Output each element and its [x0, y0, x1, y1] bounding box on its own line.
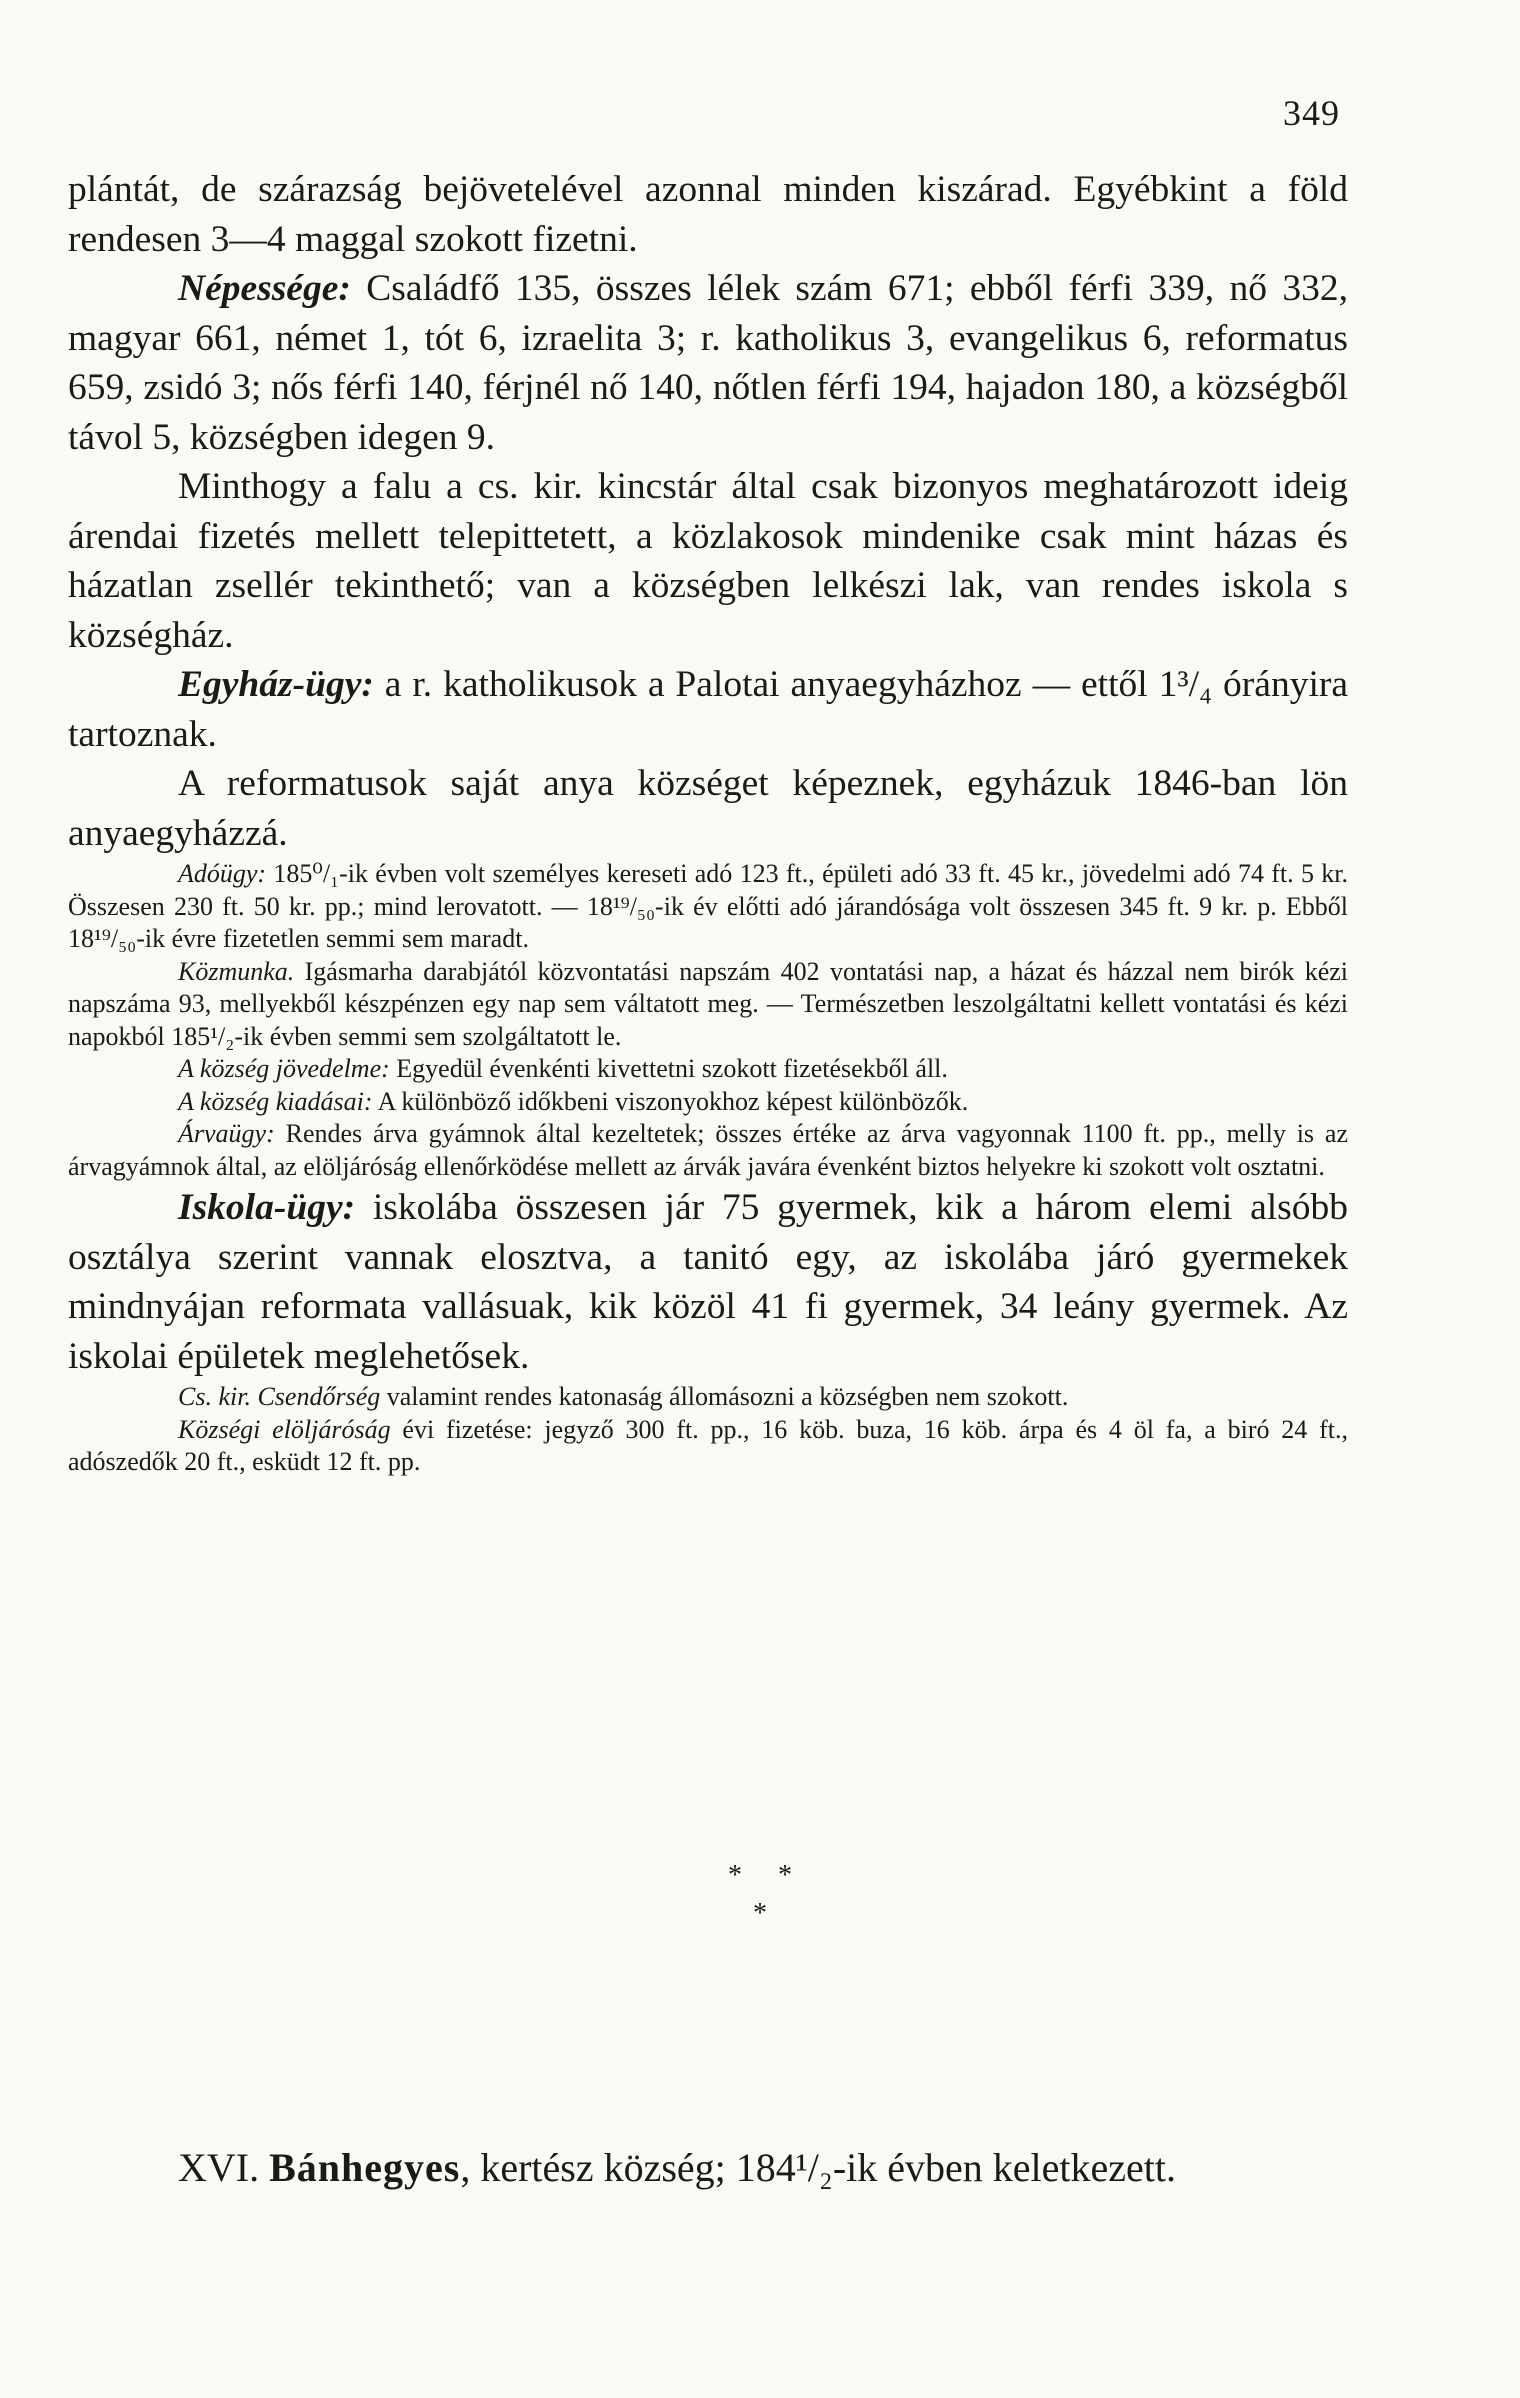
paragraph-adougy [68, 858, 1348, 956]
kozmunka-label: Közmunka. [178, 956, 295, 986]
paragraph-iskola [68, 1183, 1348, 1381]
paragraph-kiadasai [68, 1086, 1348, 1119]
star-glyph: * [728, 1860, 742, 1891]
jovedelem-text: Egyedül évenkénti kivettetni szokott fizetésekből áll. [389, 1054, 948, 1083]
section-heading [68, 2140, 1348, 2196]
paragraph-intro: plántát, de szárazság bejövetelével azonnal minden kiszárad. Egyébkint a föld rendesen 3—4 maggal szokott fizetni. [68, 169, 1348, 260]
paragraph-jovedelem [68, 1053, 1348, 1086]
csendorseg-text: valamint rendes katonaság állomásozni a községben nem szokott. [380, 1382, 1069, 1411]
nepesseg-label: Népessége: [178, 268, 351, 309]
egyhaz-text: a r. katholikusok a Palotai anyaegyházhoz — ettől 1³/₄ órányira tartoznak. [68, 664, 1348, 755]
eloljarosag-text: évi fizetése: jegyző 300 ft. pp., 16 köb. buza, 16 köb. árpa és 4 öl fa, a biró 24 ft., adószedők 20 ft., esküdt 12 ft. pp. [68, 1414, 1348, 1476]
iskola-text: iskolába összesen jár 75 gyermek, kik a három elemi alsóbb osztálya szerint vannak elosztva, a tanitó egy, az iskolába járó gyermekek mindnyájan reformata vallásuak, kik közöl 41 fi gyermek, 34 leány gyermek. Az iskolai épületek meglehetősek. [68, 1187, 1348, 1377]
paragraph-reformatusok: A reformatusok saját anya községet képeznek, egyházuk 1846-ban lön anyaegyházzá. [68, 763, 1348, 854]
csendorseg-label: Cs. kir. Csendőrség [178, 1382, 381, 1411]
paragraph-arvaugy [68, 1118, 1348, 1183]
paragraph-minthogy: Minthogy a falu a cs. kir. kincstár által csak bizonyos meghatározott ideig árendai fizetés mellett telepittetett, a közlakosok mindenike csak mint házas és házatlan zsellér tekinthető; van a községben lelkészi lak, van rendes iskola s községház. [68, 466, 1348, 656]
section-place-name: Bánhegyes [269, 2145, 461, 2190]
adougy-label: Adóügy: [178, 859, 267, 888]
adougy-text: 185⁰/₁-ik évben volt személyes kereseti adó 123 ft., épületi adó 33 ft. 45 kr., jövedelmi adó 74 ft. 5 kr. Összesen 230 ft. 50 kr. pp.; mind lerovatott. — 18¹⁹/₅₀-ik év előtti adó járandósága volt összesen 345 ft. 9 kr. p. Ebből 18¹⁹/₅₀-ik évre fizetetlen semmi sem maradt. [68, 859, 1348, 953]
kiadasai-text: A különböző időkbeni viszonyokhoz képest különbözők. [372, 1086, 969, 1116]
nepesseg-text: Családfő 135, összes lélek szám 671; ebből férfi 339, nő 332, magyar 661, német 1, tót 6, izraelita 3; r. katholikus 3, evangelikus 6, reformatus 659, zsidó 3; nős férfi 140, férjnél nő 140, nőtlen férfi 194, hajadon 180, a községből távol 5, községben idegen 9. [68, 268, 1348, 458]
page-number: 349 [1283, 93, 1340, 133]
egyhaz-label: Egyház-ügy: [178, 664, 374, 705]
body-text [68, 165, 1348, 1479]
paragraph-kozmunka [68, 956, 1348, 1054]
section-divider-stars-bottom [0, 1898, 1520, 1930]
paragraph-egyhaz [68, 660, 1348, 759]
star-glyph: * [753, 1898, 767, 1929]
paragraph-eloljarosag [68, 1414, 1348, 1479]
arvaugy-label: Árvaügy: [178, 1119, 275, 1148]
star-glyph: * [778, 1860, 792, 1891]
iskola-label: Iskola-ügy: [178, 1187, 356, 1228]
section-divider-stars-top [0, 1860, 1520, 1892]
jovedelem-label: A község jövedelme: [178, 1054, 390, 1083]
paragraph-csendorseg [68, 1381, 1348, 1414]
section-number: XVI. [178, 2145, 260, 2190]
arvaugy-text: Rendes árva gyámnok által kezeltetek; összes értéke az árva vagyonnak 1100 ft. pp., melly is az árvagyámnok által, az elöljáróság ellenőrködése mellett az árvák javára évenként biztos helyekre ki szokott volt osztatni. [68, 1119, 1348, 1181]
paragraph-nepesseg [68, 264, 1348, 462]
eloljarosag-label: Községi elöljáróság [178, 1414, 391, 1444]
kozmunka-text: Igásmarha darabjától közvontatási napszám 402 vontatási nap, a házat és házzal nem birók kézi napszáma 93, mellyekből készpénzen egy nap sem váltatott meg. — Természetben leszolgáltatni kellett vontatási és kézi napokból 185¹/₂-ik évben semmi sem szolgáltatott le. [68, 956, 1348, 1051]
section-text: , kertész község; 184¹/₂-ik évben keletkezett. [460, 2145, 1177, 2190]
kiadasai-label: A község kiadásai: [178, 1086, 373, 1116]
